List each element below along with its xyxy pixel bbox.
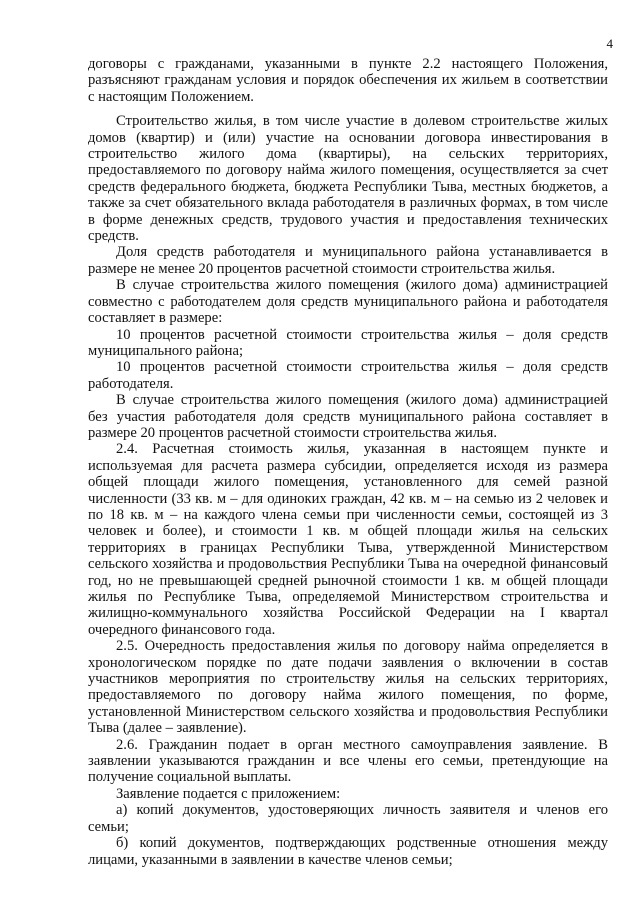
- paragraph: 2.4. Расчетная стоимость жилья, указанная в настоящем пункте и используемая для расчета размера субсидии, определяется исходя из размера общей площади жилого помещения, установленного для семей разной численности (33 кв. м – для одиноких граждан, 42 кв. м – на семью из 2 человек и по 18 кв. м – на каждого члена семьи при численности семьи, состоящей из 3 человек и более), и стоимости 1 кв. м общей площади жилья на сельских территориях в границах Республики Тыва, утвержденной Министерством сельского хозяйства и продовольствия Республики Тыва на очередной финансовый год, но не превышающей средней рыночной стоимости 1 кв. м общей площади жилья по Республике Тыва, определяемой Министерством строительства и жилищно-коммунального хозяйства Российской Федерации на I квартал очередного финансового года.: [88, 441, 608, 638]
- paragraph: 2.5. Очередность предоставления жилья по договору найма определяется в хронологическом порядке по дате подачи заявления о включении в состав участников мероприятия по строительству жилья на сельских территориях, предоставляемого по договору найма жилого помещения, по форме, установленной Министерством сельского хозяйства и продовольствия Республики Тыва (далее – заявление).: [88, 638, 608, 737]
- paragraph: Заявление подается с приложением:: [116, 785, 341, 802]
- paragraph: 10 процентов расчетной стоимости строительства жилья – доля средств работодателя.: [88, 359, 608, 392]
- paragraph: В случае строительства жилого помещения (жилого дома) администрацией совместно с работодателем доля средств муниципального района и работодателя составляет в размере:: [88, 277, 608, 327]
- paragraph: Строительство жилья, в том числе участие в долевом строительстве жилых домов (квартир) и (или) участие на основании договора инвестирования в строительство жилого дома (квартиры), на сельских территориях, предоставляемого по договору найма жилого помещения, осуществляется за счет средств федерального бюджета, бюджета Республики Тыва, местных бюджетов, а также за счет обязательного вклада работодателя в различных формах, в том числе в форме денежных средств, трудового участия и предоставления технических средств.: [88, 113, 608, 245]
- paragraph: 2.6. Гражданин подает в орган местного самоуправления заявление. В заявлении указываются гражданин и все члены его семьи, претендующие на получение социальной выплаты.: [88, 736, 608, 786]
- page-number: 4: [606, 36, 613, 51]
- paragraph: В случае строительства жилого помещения (жилого дома) администрацией без участия работодателя доля средств муниципального района составляет в размере 20 процентов расчетной стоимости строительства жилья.: [88, 392, 608, 441]
- paragraph: а) копий документов, удостоверяющих личность заявителя и членов его семьи;: [88, 802, 608, 835]
- paragraph: б) копий документов, подтверждающих родственные отношения между лицами, указанными в заявлении в качестве членов семьи;: [88, 835, 608, 868]
- paragraph: 10 процентов расчетной стоимости строительства жилья – доля средств муниципального района;: [88, 326, 608, 359]
- paragraph: договоры с гражданами, указанными в пункте 2.2 настоящего Положения, разъясняют гражданам условия и порядок обеспечения их жильем в соответствии с настоящим Положением.: [88, 56, 608, 105]
- document-body: [88, 56, 608, 868]
- paragraph: Доля средств работодателя и муниципального района устанавливается в размере не менее 20 процентов расчетной стоимости строительства жилья.: [88, 244, 608, 277]
